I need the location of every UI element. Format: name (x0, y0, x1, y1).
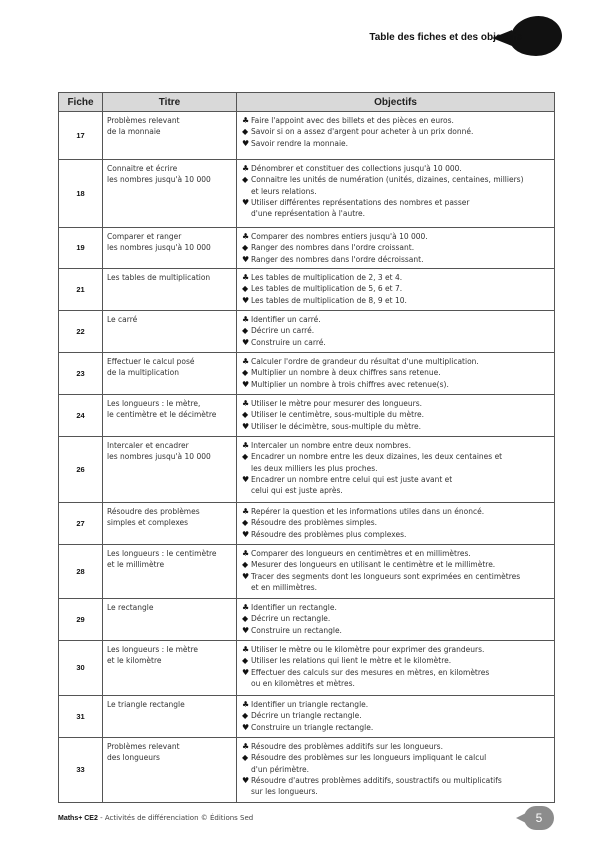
fiche-number: 17 (59, 112, 103, 160)
fiche-title: Les longueurs : le mètre et le kilomètre (103, 641, 237, 696)
fiche-title: Le rectangle (103, 599, 237, 641)
club-icon: ♣ (242, 549, 250, 558)
objective-text: Encadrer un nombre entre celui qui est juste avant et celui qui est juste après. (251, 474, 453, 496)
objective-text: Construire un rectangle. (251, 625, 342, 635)
heart-icon: ♥ (242, 421, 250, 431)
club-icon: ♣ (242, 232, 250, 241)
objective-item (242, 474, 550, 497)
objective-text: Identifier un rectangle. (251, 603, 337, 612)
objective-text: Résoudre d'autres problèmes additifs, soustractifs ou multiplicatifs sur les longueurs. (251, 775, 502, 797)
fiche-number: 26 (59, 437, 103, 503)
club-icon: ♣ (242, 441, 250, 450)
objective-item (242, 451, 550, 474)
objective-item (242, 138, 550, 149)
objectives-cell (237, 696, 555, 738)
fiche-number: 27 (59, 503, 103, 545)
objective-text: Repérer la question et les informations utiles dans un énoncé. (251, 507, 485, 516)
objectives-cell (237, 228, 555, 269)
objective-text: Construire un carré. (251, 337, 326, 347)
objective-text: Encadrer un nombre entre les deux dizaines, les deux centaines et les deux milliers les plus proches. (251, 452, 503, 473)
table-row (59, 641, 555, 696)
objective-item (242, 613, 550, 624)
objective-text: Multiplier un nombre à trois chiffres avec retenue(s). (251, 379, 449, 389)
objective-text: Décrire un carré. (251, 326, 315, 336)
objective-text: Comparer des nombres entiers jusqu'à 10 000. (251, 232, 428, 241)
objective-item (242, 529, 550, 540)
table-row (59, 599, 555, 641)
heart-icon: ♥ (242, 295, 250, 305)
column-header-objectifs: Objectifs (237, 93, 555, 112)
table-row (59, 112, 555, 160)
objective-item (242, 548, 550, 559)
objectives-cell (237, 395, 555, 437)
objective-text: Décrire un rectangle. (251, 614, 331, 624)
fiche-number: 29 (59, 599, 103, 641)
fiche-number: 33 (59, 738, 103, 803)
table-row (59, 269, 555, 311)
fiche-title: Le carré (103, 311, 237, 353)
objectives-table (58, 92, 555, 803)
objective-item (242, 337, 550, 348)
fiche-number: 18 (59, 160, 103, 228)
objective-item (242, 242, 550, 253)
heart-icon: ♥ (242, 722, 250, 732)
objective-item (242, 409, 550, 420)
objective-text: Utiliser le mètre ou le kilomètre pour exprimer des grandeurs. (251, 645, 485, 654)
table-row (59, 228, 555, 269)
objectives-cell (237, 269, 555, 311)
table-row (59, 437, 555, 503)
objective-text: Dénombrer et constituer des collections jusqu'à 10 000. (251, 164, 462, 173)
objective-text: Tracer des segments dont les longueurs sont exprimées en centimètres et en millimètres. (251, 571, 521, 592)
objective-text: Utiliser le mètre pour mesurer des longueurs. (251, 399, 423, 408)
objective-item (242, 174, 550, 197)
objective-item (242, 272, 550, 283)
objectives-cell (237, 160, 555, 228)
objective-item (242, 295, 550, 306)
objective-text: Identifier un carré. (251, 315, 321, 324)
club-icon: ♣ (242, 645, 250, 654)
objective-item (242, 126, 550, 137)
objective-text: Résoudre des problèmes additifs sur les longueurs. (251, 742, 443, 751)
table-row (59, 311, 555, 353)
table-row (59, 696, 555, 738)
diamond-icon: ◆ (242, 284, 249, 294)
heart-icon: ♥ (242, 138, 250, 148)
club-icon: ♣ (242, 399, 250, 408)
objective-text: Identifier un triangle rectangle. (251, 700, 369, 709)
club-icon: ♣ (242, 603, 250, 612)
objective-item (242, 699, 550, 710)
footer-brand: Maths+ CE2 (58, 815, 98, 822)
fiche-title: Le triangle rectangle (103, 696, 237, 738)
diamond-icon: ◆ (242, 127, 249, 137)
diamond-icon: ◆ (242, 711, 249, 721)
objectives-cell (237, 545, 555, 599)
objective-item (242, 356, 550, 367)
table-row (59, 353, 555, 395)
diamond-icon: ◆ (242, 410, 249, 420)
fiche-title: Connaitre et écrire les nombres jusqu'à 10 000 (103, 160, 237, 228)
fiche-number: 19 (59, 228, 103, 269)
column-header-fiche: Fiche (59, 93, 103, 112)
objectives-cell (237, 311, 555, 353)
page-number: 5 (535, 811, 543, 825)
page-title: Table des fiches et des objectifs (369, 32, 522, 43)
objective-text: Utiliser différentes représentations des nombres et passer d'une représentation à l'autre. (251, 197, 470, 219)
heart-icon: ♥ (242, 625, 250, 635)
objective-text: Utiliser le centimètre, sous-multiple du mètre. (251, 410, 424, 420)
objective-text: Ranger des nombres dans l'ordre décroissant. (251, 254, 424, 264)
table-row (59, 738, 555, 803)
objective-text: Effectuer des calculs sur des mesures en mètres, en kilomètres ou en kilomètres et mètres. (251, 667, 490, 688)
diamond-icon: ◆ (242, 326, 249, 336)
objective-item (242, 440, 550, 451)
diamond-icon: ◆ (242, 656, 249, 666)
objective-item (242, 741, 550, 752)
heart-icon: ♥ (242, 775, 250, 785)
objective-item (242, 752, 550, 775)
objective-text: Faire l'appoint avec des billets et des pièces en euros. (251, 116, 454, 125)
objective-text: Comparer des longueurs en centimètres et en millimètres. (251, 549, 471, 558)
fiche-title: Les tables de multiplication (103, 269, 237, 311)
objective-item (242, 398, 550, 409)
objective-text: Résoudre des problèmes sur les longueurs impliquant le calcul d'un périmètre. (251, 753, 487, 774)
objective-item (242, 314, 550, 325)
objective-item (242, 667, 550, 690)
objective-item (242, 115, 550, 126)
objectives-cell (237, 437, 555, 503)
objectives-cell (237, 112, 555, 160)
objective-item (242, 506, 550, 517)
objective-text: Mesurer des longueurs en utilisant le centimètre et le millimètre. (251, 560, 496, 570)
table-header-row (59, 93, 555, 112)
club-icon: ♣ (242, 116, 250, 125)
table-row (59, 395, 555, 437)
heart-icon: ♥ (242, 379, 250, 389)
page-number-badge (524, 806, 554, 830)
objective-text: Les tables de multiplication de 2, 3 et 4. (251, 273, 403, 282)
fiche-title: Problèmes relevant de la monnaie (103, 112, 237, 160)
fiche-title: Effectuer le calcul posé de la multiplication (103, 353, 237, 395)
objectives-cell (237, 353, 555, 395)
heart-icon: ♥ (242, 254, 250, 264)
objectives-cell (237, 641, 555, 696)
diamond-icon: ◆ (242, 175, 249, 185)
objective-text: Décrire un triangle rectangle. (251, 711, 362, 721)
club-icon: ♣ (242, 700, 250, 709)
heart-icon: ♥ (242, 529, 250, 539)
table-row (59, 160, 555, 228)
diamond-icon: ◆ (242, 614, 249, 624)
heart-icon: ♥ (242, 197, 250, 207)
diamond-icon: ◆ (242, 518, 249, 528)
objective-item (242, 325, 550, 336)
objective-text: Ranger des nombres dans l'ordre croissant. (251, 243, 415, 253)
objective-item (242, 379, 550, 390)
heart-icon: ♥ (242, 667, 250, 677)
fiche-number: 23 (59, 353, 103, 395)
objective-item (242, 421, 550, 432)
objective-text: Intercaler un nombre entre deux nombres. (251, 441, 411, 450)
fiche-number: 30 (59, 641, 103, 696)
objective-text: Connaitre les unités de numération (unités, dizaines, centaines, milliers) et leurs relations. (251, 175, 524, 196)
footer-publisher: - Activités de différenciation © Éditions Sed (97, 814, 254, 822)
objective-text: Les tables de multiplication de 5, 6 et 7. (251, 284, 403, 294)
objective-item (242, 710, 550, 721)
objective-text: Utiliser le décimètre, sous-multiple du mètre. (251, 421, 422, 431)
objective-text: Calculer l'ordre de grandeur du résultat d'une multiplication. (251, 357, 479, 366)
objective-text: Les tables de multiplication de 8, 9 et 10. (251, 295, 407, 305)
fiche-title: Résoudre des problèmes simples et complexes (103, 503, 237, 545)
table-row (59, 503, 555, 545)
fiche-title: Les longueurs : le centimètre et le millimètre (103, 545, 237, 599)
objective-item (242, 655, 550, 666)
club-icon: ♣ (242, 507, 250, 516)
fiche-number: 31 (59, 696, 103, 738)
heart-icon: ♥ (242, 337, 250, 347)
objectives-cell (237, 503, 555, 545)
objective-item (242, 197, 550, 220)
objectives-cell (237, 599, 555, 641)
objective-text: Multiplier un nombre à deux chiffres sans retenue. (251, 368, 441, 378)
club-icon: ♣ (242, 315, 250, 324)
fiche-number: 22 (59, 311, 103, 353)
objective-text: Utiliser les relations qui lient le mètre et le kilomètre. (251, 656, 452, 666)
objective-item (242, 231, 550, 242)
objective-text: Construire un triangle rectangle. (251, 722, 374, 732)
heart-icon: ♥ (242, 474, 250, 484)
objective-item (242, 571, 550, 594)
objective-item (242, 775, 550, 798)
footer-credits (58, 814, 253, 822)
objective-text: Savoir si on a assez d'argent pour acheter à un prix donné. (251, 127, 474, 137)
fiche-title: Comparer et ranger les nombres jusqu'à 10 000 (103, 228, 237, 269)
objective-item (242, 163, 550, 174)
diamond-icon: ◆ (242, 560, 249, 570)
objective-item (242, 254, 550, 265)
club-icon: ♣ (242, 164, 250, 173)
objective-item (242, 625, 550, 636)
fiche-title: Problèmes relevant des longueurs (103, 738, 237, 803)
diamond-icon: ◆ (242, 452, 249, 462)
heart-icon: ♥ (242, 571, 250, 581)
objective-text: Résoudre des problèmes simples. (251, 518, 378, 528)
objective-item (242, 517, 550, 528)
objective-text: Résoudre des problèmes plus complexes. (251, 529, 407, 539)
objective-item (242, 559, 550, 570)
fiche-title: Intercaler et encadrer les nombres jusqu'à 10 000 (103, 437, 237, 503)
objective-item (242, 283, 550, 294)
fiche-number: 21 (59, 269, 103, 311)
objective-item (242, 722, 550, 733)
objective-item (242, 644, 550, 655)
club-icon: ♣ (242, 273, 250, 282)
diamond-icon: ◆ (242, 243, 249, 253)
objective-item (242, 602, 550, 613)
objective-text: Savoir rendre la monnaie. (251, 138, 349, 148)
objective-item (242, 367, 550, 378)
table-row (59, 545, 555, 599)
fiche-number: 24 (59, 395, 103, 437)
diamond-icon: ◆ (242, 753, 249, 763)
club-icon: ♣ (242, 357, 250, 366)
fiche-title: Les longueurs : le mètre, le centimètre et le décimètre (103, 395, 237, 437)
fiche-number: 28 (59, 545, 103, 599)
diamond-icon: ◆ (242, 368, 249, 378)
club-icon: ♣ (242, 742, 250, 751)
column-header-titre: Titre (103, 93, 237, 112)
objectives-cell (237, 738, 555, 803)
